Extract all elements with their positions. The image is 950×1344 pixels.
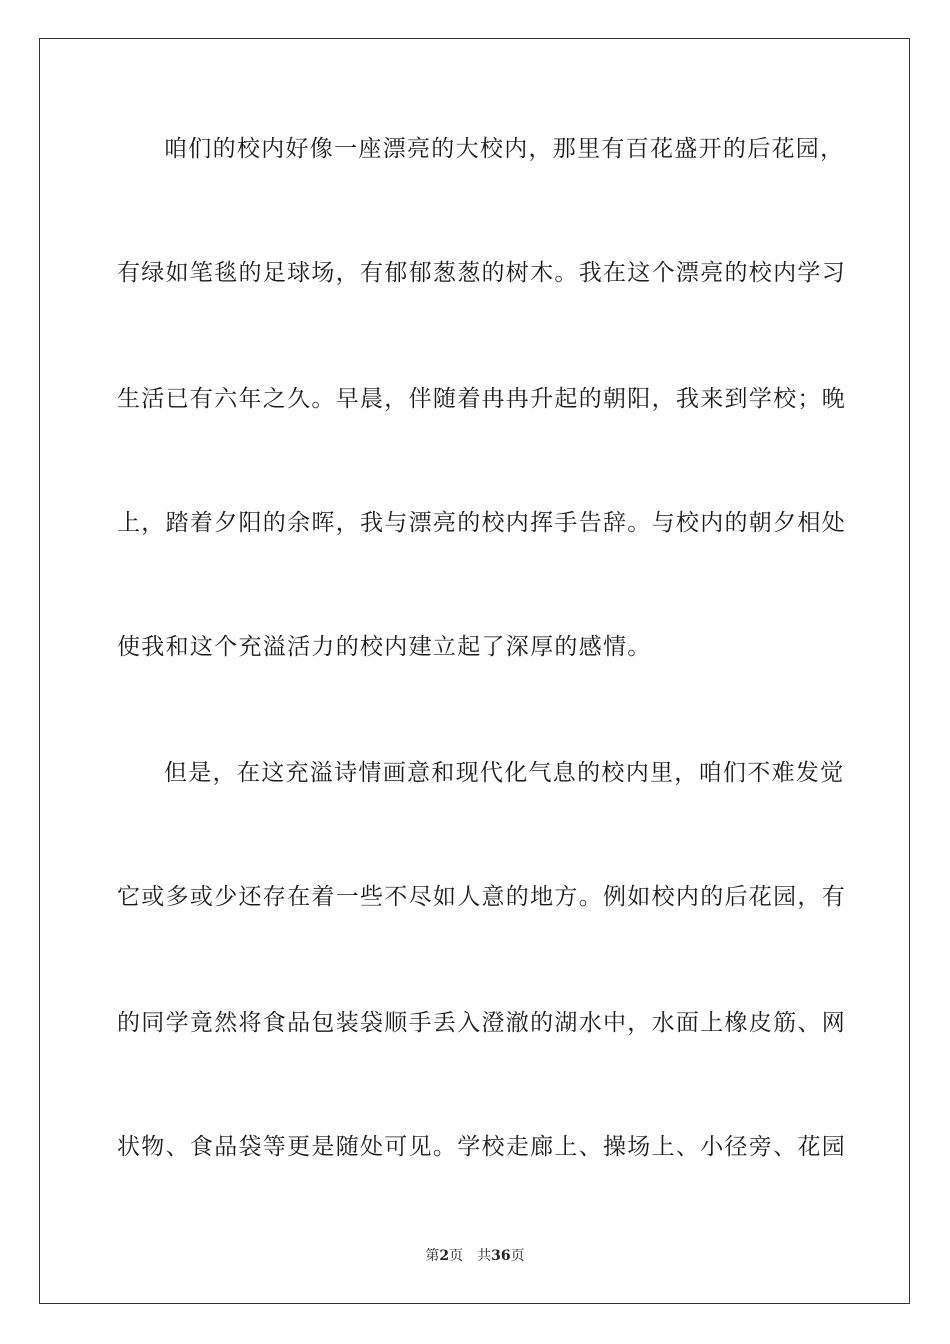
paragraph-2-line-3: 的同学竟然将食品包装袋顺手丢入澄澈的湖水中，水面上橡皮筋、网 [117,1010,846,1036]
total-pages: 36 [491,1248,511,1264]
page-border [39,38,910,1304]
paragraph-2-line-4: 状物、食品袋等更是随处可见。学校走廊上、操场上、小径旁、花园 [117,1134,846,1160]
paragraph-2-line-2: 它或多或少还存在着一些不尽如人意的地方。例如校内的后花园，有 [117,884,846,910]
paragraph-1-line-5: 使我和这个充溢活力的校内建立起了深厚的感情。 [117,634,652,660]
page-number: 2 [439,1248,450,1264]
paragraph-2-line-1: 但是，在这充溢诗情画意和现代化气息的校内里，咱们不难发觉 [164,760,845,786]
page-suffix: 页 [449,1248,464,1264]
paragraph-1-line-4: 上，踏着夕阳的余晖，我与漂亮的校内挥手告辞。与校内的朝夕相处 [117,510,846,536]
total-prefix: 共 [477,1248,492,1264]
total-suffix: 页 [510,1248,525,1264]
paragraph-1-line-2: 有绿如笔毯的足球场，有郁郁葱葱的树木。我在这个漂亮的校内学习 [117,260,846,286]
paragraph-1-line-3: 生活已有六年之久。早晨，伴随着冉冉升起的朝阳，我来到学校；晚 [117,386,846,412]
paragraph-1-line-1: 咱们的校内好像一座漂亮的大校内，那里有百花盛开的后花园， [164,136,845,162]
page-footer [0,1247,950,1265]
page-prefix: 第 [425,1248,440,1264]
